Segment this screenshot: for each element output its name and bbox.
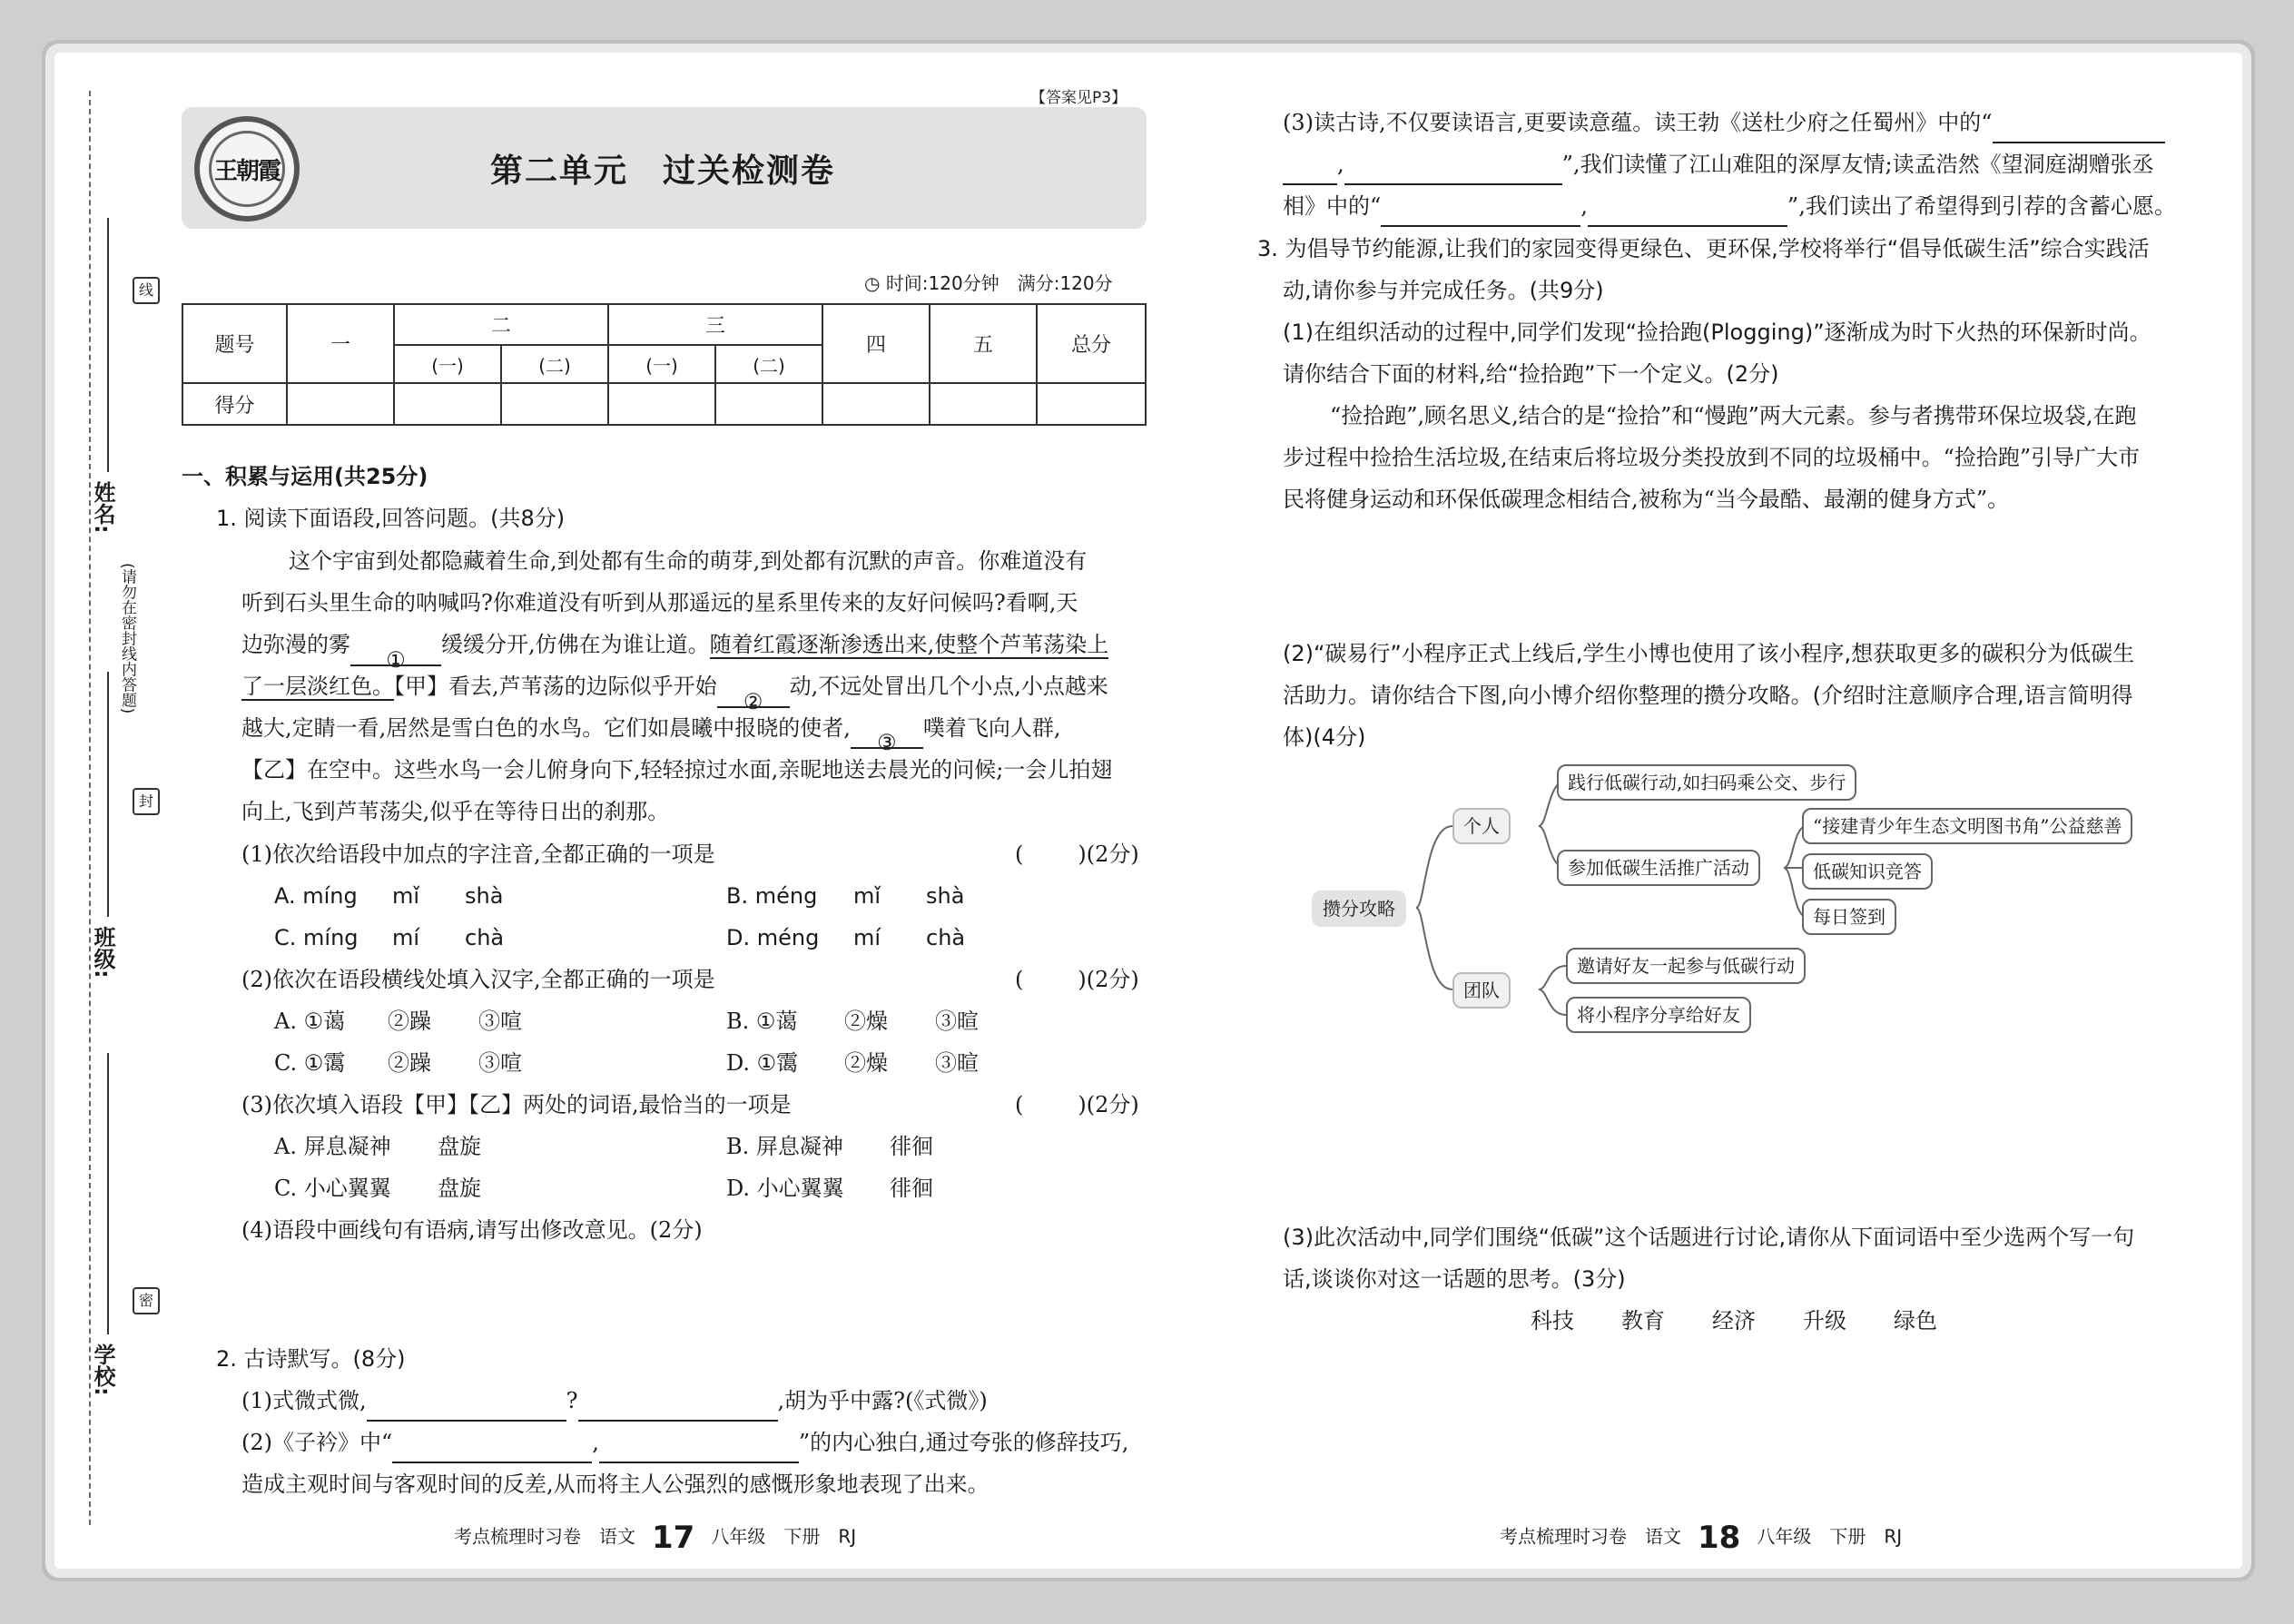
option-a: A. ①蔼 (274, 1009, 346, 1034)
school-label: 学校: (90, 1343, 115, 1396)
page-footer-left (454, 1520, 856, 1556)
footer-text: 考点梳理时习卷 语文 (454, 1525, 635, 1548)
subquestion-3-stem: (3)依次填入语段【甲】【乙】两处的词语,最恰当的一项是 (241, 1092, 792, 1117)
word-option: 绿色 (1894, 1308, 1937, 1334)
option-b-part: mǐ (853, 883, 881, 909)
option-b-part: ②燥 (844, 1009, 888, 1034)
clock-icon: ◷ (864, 272, 881, 294)
word-option: 升级 (1803, 1308, 1846, 1334)
seal-mark-mi: 密 (133, 1287, 160, 1314)
score-note: (2分) (1086, 842, 1139, 867)
page-number: 18 (1698, 1520, 1741, 1556)
score-table-subheader: (一) (608, 345, 715, 383)
score-table-header: 四 (822, 304, 930, 383)
answer-blank[interactable] (1344, 158, 1562, 185)
answer-blank[interactable] (599, 1436, 799, 1463)
option-b-part: 徘徊 (890, 1134, 933, 1159)
class-field[interactable] (107, 672, 109, 917)
poem-text: ”,我们读出了希望得到引荐的含蓄心愿。 (1787, 193, 2176, 219)
page-number: 17 (652, 1520, 695, 1556)
option-row[interactable] (726, 1167, 933, 1209)
poem-fill-line (1283, 102, 2165, 143)
poem-text: ”的内心独白,通过夸张的修辞技巧, (798, 1430, 1129, 1455)
footer-text: 考点梳理时习卷 语文 (1500, 1525, 1681, 1548)
passage-line (241, 665, 1108, 714)
name-field[interactable] (107, 218, 109, 472)
answer-blank[interactable] (1588, 200, 1787, 227)
poem-text: 相》中的“ (1283, 193, 1382, 219)
option-d-part: chà (926, 925, 966, 950)
mindmap-node-personal: 个人 (1452, 808, 1511, 844)
brand-logo-text: 王朝霞 (209, 131, 285, 207)
option-row[interactable] (726, 1000, 979, 1042)
passage-line: 听到石头里生命的呐喊吗?你难道没有听到从那遥远的星系里传来的友好问候吗?看啊,天 (241, 590, 1078, 615)
poem-text: (2)《子衿》中“ (241, 1430, 393, 1455)
poem-fill-line: 造成主观时间与客观时间的反差,从而将主人公强烈的感慨形象地表现了出来。 (241, 1471, 989, 1497)
option-row[interactable] (274, 1167, 481, 1209)
option-c-part: mí (392, 925, 420, 950)
passage-line (241, 707, 1061, 755)
score-table-subheader: (一) (394, 345, 501, 383)
underlined-sentence: 随着红霞逐渐渗透出来,使整个芦苇荡染上 (709, 632, 1109, 657)
option-c: C. míng (274, 925, 359, 950)
passage-text: 越大,定睛一看,居然是雪白色的水鸟。它们如晨曦中报晓的使者, (241, 715, 851, 741)
poem-text: (3)读古诗,不仅要读语言,更要读意蕴。读王勃《送杜少府之任蜀州》中的“ (1283, 110, 1993, 135)
option-d-part: 徘徊 (890, 1176, 933, 1201)
poem-text: ? (566, 1388, 578, 1413)
page-title: 第二单元 过关检测卷 (490, 153, 836, 190)
mindmap-node: 参加低碳生活推广活动 (1557, 850, 1760, 886)
subquestion-text: 话,谈谈你对这一话题的思考。(3分) (1283, 1266, 1626, 1292)
material-line: 民将健身运动和环保低碳理念相结合,被称为“当今最酷、最潮的健身方式”。 (1283, 487, 2010, 512)
seal-mark-feng: 封 (133, 788, 160, 815)
poem-text: (1)式微式微, (241, 1388, 367, 1413)
passage-text: 边弥漫的雾 (241, 632, 350, 657)
answer-blank[interactable] (1993, 116, 2165, 143)
underlined-sentence: 了一层淡红色。 (241, 674, 394, 699)
option-c-part: chà (465, 925, 505, 950)
material-line: “捡拾跑”,顾名思义,结合的是“捡拾”和“慢跑”两大元素。参与者携带环保垃圾袋,在跑 (1330, 403, 2137, 428)
score-cell[interactable] (1037, 383, 1146, 425)
material-line: 步过程中捡拾生活垃圾,在结束后将垃圾分类投放到不同的垃圾桶中。“捡拾跑”引导广大市 (1283, 445, 2141, 470)
poem-text: , (592, 1430, 599, 1455)
brand-logo (194, 116, 300, 221)
exam-meta (864, 269, 1113, 295)
name-label: 姓名: (90, 481, 115, 534)
subquestion-2-stem: (2)依次在语段横线处填入汉字,全都正确的一项是 (241, 967, 715, 992)
poem-text: , (1580, 193, 1588, 219)
option-a: A. 屏息凝神 (274, 1134, 391, 1159)
passage-text: 噗着飞向人群, (922, 715, 1061, 741)
question-1-stem: 1. 阅读下面语段,回答问题。(共8分) (216, 506, 566, 531)
answer-blank[interactable] (392, 1436, 592, 1463)
option-c-part: ②躁 (388, 1050, 431, 1076)
option-a-part: ②躁 (388, 1009, 431, 1034)
option-row[interactable] (726, 875, 964, 917)
word-list (1531, 1300, 1937, 1342)
mindmap-node-team: 团队 (1452, 972, 1511, 1009)
option-row[interactable] (274, 917, 504, 959)
score-cell[interactable] (715, 383, 822, 425)
option-row[interactable] (726, 1042, 979, 1084)
poem-fill-line (1283, 143, 2154, 185)
score-note: (2分) (1086, 1092, 1139, 1117)
option-a-part: 盘旋 (438, 1134, 481, 1159)
subquestion-text: 体)(4分) (1283, 724, 1366, 750)
footer-text: 八年级 下册 RJ (711, 1525, 857, 1548)
score-table-header: 题号 (182, 304, 287, 383)
option-b-part: ③暄 (935, 1009, 979, 1034)
score-table-header: 五 (930, 304, 1037, 383)
class-label: 班级: (90, 926, 115, 979)
score-cell[interactable] (822, 383, 930, 425)
subquestion-1-stem: (1)依次给语段中加点的字注音,全都正确的一项是 (241, 842, 715, 867)
score-cell[interactable] (930, 383, 1037, 425)
question-2-stem: 2. 古诗默写。(8分) (216, 1346, 406, 1372)
answer-bracket[interactable]: ( )(2分) (1015, 842, 1139, 867)
option-a: A. míng (274, 883, 358, 909)
blank-1[interactable]: ① (350, 639, 441, 666)
passage-line: 向上,飞到芦苇荡尖,似乎在等待日出的刹那。 (241, 799, 670, 824)
subquestion-text: 活助力。请你结合下图,向小博介绍你整理的攒分攻略。(介绍时注意顺序合理,语言简明得 (1283, 683, 2133, 708)
option-c: C. 小心翼翼 (274, 1176, 391, 1201)
option-d-part: ③暄 (935, 1050, 979, 1076)
subquestion-text: (2)“碳易行”小程序正式上线后,学生小博也使用了该小程序,想获取更多的碳积分为低碳生 (1283, 641, 2135, 666)
option-d: D. ①霭 (726, 1050, 799, 1076)
blank-2[interactable]: ② (717, 681, 790, 708)
option-row[interactable] (726, 917, 965, 959)
answer-bracket[interactable]: ( )(2分) (1015, 967, 1139, 992)
subquestion-text: (1)在组织活动的过程中,同学们发现“捡拾跑(Plogging)”逐渐成为时下火热的环保新时尚。 (1283, 320, 2151, 345)
option-a-part: shà (465, 883, 504, 909)
passage-text: 动,不远处冒出几个小点,小点越来 (789, 674, 1108, 699)
option-row[interactable] (726, 1126, 933, 1167)
answer-blank[interactable] (367, 1394, 566, 1422)
blank-3[interactable]: ③ (851, 722, 923, 749)
seal-line (89, 91, 91, 1525)
option-c-part: ③喧 (478, 1050, 522, 1076)
score-table-subheader: (二) (715, 345, 822, 383)
subquestion-text: (3)此次活动中,同学们围绕“低碳”这个话题进行讨论,请你从下面词语中至少选两个写一句 (1283, 1225, 2135, 1250)
seal-mark-xian: 线 (133, 277, 160, 304)
word-option: 经济 (1712, 1308, 1756, 1334)
subquestion-4-stem: (4)语段中画线句有语病,请写出修改意见。(2分) (241, 1217, 703, 1243)
passage-line: 【乙】在空中。这些水鸟一会儿俯身向下,轻轻掠过水面,亲昵地送去晨光的问候;一会儿拍翅 (241, 757, 1113, 782)
score-note: (2分) (1086, 967, 1139, 992)
option-d: D. méng (726, 925, 820, 950)
exam-meta-text: 时间:120分钟 满分:120分 (885, 272, 1113, 294)
seal-note: (请勿在密封线内答题) (118, 563, 136, 714)
answer-blank[interactable] (578, 1394, 778, 1422)
section-heading: 一、积累与运用(共25分) (182, 464, 428, 489)
option-row[interactable] (274, 1126, 481, 1167)
option-b-part: shà (926, 883, 965, 909)
word-option: 科技 (1531, 1308, 1574, 1334)
option-d-part: mí (853, 925, 881, 950)
answer-bracket[interactable]: ( )(2分) (1015, 1092, 1139, 1117)
poem-fill-line (241, 1422, 1128, 1463)
footer-text: 八年级 下册 RJ (1757, 1525, 1903, 1548)
passage-text: 【甲】看去,芦苇荡的边际似乎开始 (394, 674, 717, 699)
score-cell[interactable] (394, 383, 501, 425)
option-c: C. ①霭 (274, 1050, 346, 1076)
option-row[interactable] (274, 1000, 522, 1042)
option-row[interactable] (274, 875, 503, 917)
score-table-header: 总分 (1037, 304, 1146, 383)
option-b: B. méng (726, 883, 818, 909)
score-cell[interactable] (287, 383, 394, 425)
score-cell[interactable] (501, 383, 608, 425)
mindmap-node: “接建青少年生态文明图书角”公益慈善 (1802, 808, 2132, 844)
mindmap-node: 践行低碳行动,如扫码乘公交、步行 (1557, 764, 1856, 801)
answer-blank[interactable] (1283, 158, 1337, 185)
poem-fill-line (1283, 185, 2176, 227)
mindmap-root: 攒分攻略 (1312, 891, 1406, 927)
mindmap-node: 低碳知识竞答 (1802, 853, 1933, 890)
question-3-stem: 3. 为倡导节约能源,让我们的家园变得更绿色、更环保,学校将举行“倡导低碳生活”综合实践活 (1257, 236, 2150, 261)
option-b: B. 屏息凝神 (726, 1134, 843, 1159)
option-d-part: ②燥 (844, 1050, 888, 1076)
score-table (182, 303, 1147, 426)
passage-line: 这个宇宙到处都隐藏着生命,到处都有生命的萌芽,到处都有沉默的声音。你难道没有 (289, 548, 1088, 574)
option-d: D. 小心翼翼 (726, 1176, 844, 1201)
score-cell[interactable] (608, 383, 715, 425)
poem-text: , (1337, 152, 1344, 177)
passage-text: 缓缓分开,仿佛在为谁让道。 (441, 632, 710, 657)
option-b: B. ①蔼 (726, 1009, 798, 1034)
word-option: 教育 (1621, 1308, 1665, 1334)
subquestion-text: 请你结合下面的材料,给“捡拾跑”下一个定义。(2分) (1283, 361, 1779, 387)
passage-line (241, 624, 1109, 673)
score-table-header: 二 (394, 304, 608, 345)
mindmap-node: 邀请好友一起参与低碳行动 (1566, 948, 1806, 984)
poem-text: ”,我们读懂了江山难阻的深厚友情;读孟浩然《望洞庭湖赠张丞 (1561, 152, 2154, 177)
poem-fill-line (241, 1380, 988, 1422)
option-row[interactable] (274, 1042, 522, 1084)
score-row-label: 得分 (182, 383, 287, 425)
score-table-header: 一 (287, 304, 394, 383)
score-table-subheader: (二) (501, 345, 608, 383)
mindmap-node: 将小程序分享给好友 (1566, 997, 1751, 1033)
option-c-part: 盘旋 (438, 1176, 481, 1201)
page-footer-right (1500, 1520, 1902, 1556)
option-a-part: ③喧 (478, 1009, 522, 1034)
mindmap-node: 每日签到 (1802, 899, 1896, 935)
school-field[interactable] (107, 1053, 109, 1334)
option-a-part: mǐ (392, 883, 420, 909)
answer-blank[interactable] (1381, 200, 1580, 227)
question-3-stem: 动,请你参与并完成任务。(共9分) (1283, 278, 1604, 303)
answer-reference: 【答案见P3】 (1030, 89, 1127, 107)
poem-text: ,胡为乎中露?(《式微》) (777, 1388, 988, 1413)
score-table-header: 三 (608, 304, 822, 345)
